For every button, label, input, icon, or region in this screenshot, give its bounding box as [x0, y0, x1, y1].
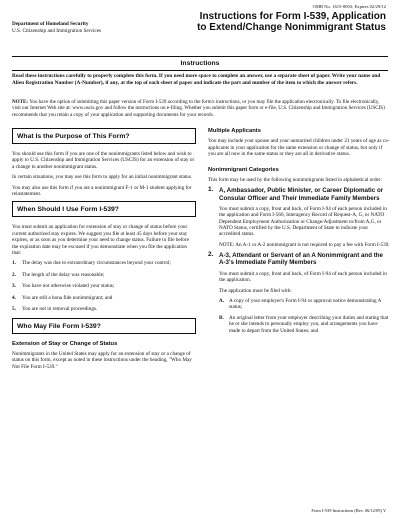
- category-2: [208, 252, 390, 266]
- list-text: A copy of your employer's Form I-94 or approval notice demonstrating A status;: [229, 297, 382, 311]
- category-2-title: A-3, Attendant or Servant of an A Nonimmigrant and the A-3's Immediate Family Members: [219, 252, 383, 267]
- note-text: You have the option of submitting this paper version of Form I-539 according to the form's instructions, or you may file the application electronically. To file electronically, visit our Internet Web site at: www.uscis.gov and follow the instructions on e-filing. Whether you submit this paper form or e-file, U.S. Citizenship and Immigration Services (USCIS) recommends that you retain a copy of your application and supporting documents for your records.: [12, 99, 385, 118]
- list-text: The delay was due to extraordinary circumstances beyond your control;: [22, 260, 171, 267]
- list-number: 5.: [12, 306, 16, 313]
- list-text: You are not in removal proceedings.: [22, 306, 98, 313]
- who-heading-box: [12, 318, 196, 334]
- intro-paragraph: Read these instructions carefully to properly complete this form. If you need more space to complete an answer, use a separate sheet of paper. Write your name and Alien Registration Number (A-Number), if any, at the top of each sheet of paper and indicate the part and number of the item to which the answer refers.: [12, 73, 381, 86]
- when-heading-box: [12, 201, 196, 217]
- list-number: 2.: [12, 271, 16, 278]
- purpose-paragraph-3: You may also use this form if you are a nonimmigrant F-1 or M-1 student applying for reinstatement.: [12, 184, 192, 198]
- instructions-rule: [12, 70, 388, 71]
- list-item: [12, 295, 196, 301]
- list-text: An original letter from your employer describing your duties and stating that he or she intends to personally employ you, and arrangements you have made to depart from the United States; and: [229, 314, 389, 334]
- list-item: [12, 306, 196, 312]
- category-2-paragraph-2: The application must be filed with:: [219, 287, 292, 294]
- note-label: NOTE:: [12, 99, 29, 105]
- form-footer: Form I-539 Instructions (Rev. 06/12/09) Y: [311, 508, 386, 513]
- multiple-applicants-subheading: Multiple Applicants: [208, 128, 261, 134]
- purpose-heading: What Is the Purpose of This Form?: [17, 133, 130, 140]
- list-number: 3.: [12, 283, 16, 290]
- note-paragraph: [12, 99, 388, 118]
- list-text: The length of the delay was reasonable;: [22, 271, 105, 278]
- omb-number: OMB No. 1615-0003; Expires 02/29/12: [312, 4, 386, 9]
- list-number: 4.: [12, 294, 16, 301]
- category-2-paragraph-1: You must submit a copy, front and back, of Form I-94 of each person included in the application.: [219, 270, 387, 284]
- department-name: Department of Homeland Security: [12, 21, 89, 27]
- agency-block: [12, 21, 101, 34]
- multiple-applicants-paragraph: You may include your spouse and your unmarried children under 21 years of age as co-applicants in your application for the same extension or change of status, but only if you are all now in the same status or they are all in derivative status.: [208, 138, 390, 158]
- category-2-number: 2.: [208, 251, 214, 259]
- purpose-paragraph-2: In certain situations, you may use this form to apply for an initial nonimmigrant status.: [12, 174, 193, 181]
- agency-name: U.S. Citizenship and Immigration Services: [12, 27, 102, 34]
- categories-subheading: Nonimmigrant Categories: [208, 166, 279, 173]
- category-1-note: NOTE: An A-1 or A-2 nonimmigrant is not required to pay a fee with Form I-539.: [219, 241, 390, 248]
- list-number: 1.: [12, 260, 16, 267]
- category-1-paragraph: You must submit a copy, front and back, of Form I-94 of each person included in the application and Form I-566, Interagency Record of Request-A, G, or NATO Dependent Employment Authorization or Change/Adjustment to/from A,G, or NATO Status, certified by the U.S. Department of State to indicate your accredited status.: [219, 205, 387, 238]
- categories-paragraph: This form may be used by the following nonimmigrants listed in alphabetical order:: [208, 177, 383, 184]
- right-column: [208, 128, 390, 338]
- title-line-2: to Extend/Change Nonimmigrant Status: [197, 21, 386, 33]
- when-paragraph-1: You must submit an application for extension of stay or change of status before your current authorized stay expires. We suggest you file at least 45 days before your stay expires, or as soon as you determine your need to change status. Failure to file before the expiration date may be excused if you demonstrate when you file the application that:: [12, 224, 190, 257]
- list-item: [219, 298, 390, 311]
- list-item: [219, 315, 390, 334]
- list-item: [12, 283, 196, 289]
- list-text: You are still a bona fide nonimmigrant; and: [22, 294, 113, 301]
- category-2-list: [208, 298, 390, 334]
- list-letter: A.: [219, 297, 225, 304]
- instructions-heading: Instructions: [180, 60, 220, 67]
- title-line-1: Instructions for Form I-539, Application: [199, 11, 386, 22]
- purpose-paragraph-1: You should use this form if you are one of the nonimmigrants listed below and wish to apply to U.S. Citizenship and Immigration Services (USCIS) for an extension of stay or a change to another nonimmigrant status.: [12, 151, 195, 170]
- category-1: [208, 187, 390, 201]
- extension-subheading: Extension of Stay or Change of Status: [12, 340, 118, 347]
- when-heading: When Should I Use Form I-539?: [17, 206, 119, 214]
- list-letter: B.: [219, 314, 224, 321]
- category-1-title: A, Ambassador, Public Minister, or Career Diplomatic or Consular Officer and Their Immediate Family Members: [219, 187, 384, 202]
- purpose-heading-box: [12, 128, 196, 144]
- who-heading: Who May File Form I-539?: [17, 322, 101, 330]
- list-text: You have not otherwise violated your status;: [22, 283, 115, 290]
- category-1-number: 1.: [208, 186, 214, 194]
- form-title: [197, 12, 386, 33]
- list-item: [12, 260, 196, 266]
- header-rule: [12, 56, 388, 57]
- list-item: [12, 272, 196, 278]
- when-list: [12, 260, 196, 312]
- left-column: [12, 128, 196, 374]
- extension-paragraph-1: Nonimmigrants in the United States may apply for an extension of stay or a change of status on this form, except as noted in these instructions under the heading, "Who May Not File Form I-539.": [12, 350, 192, 370]
